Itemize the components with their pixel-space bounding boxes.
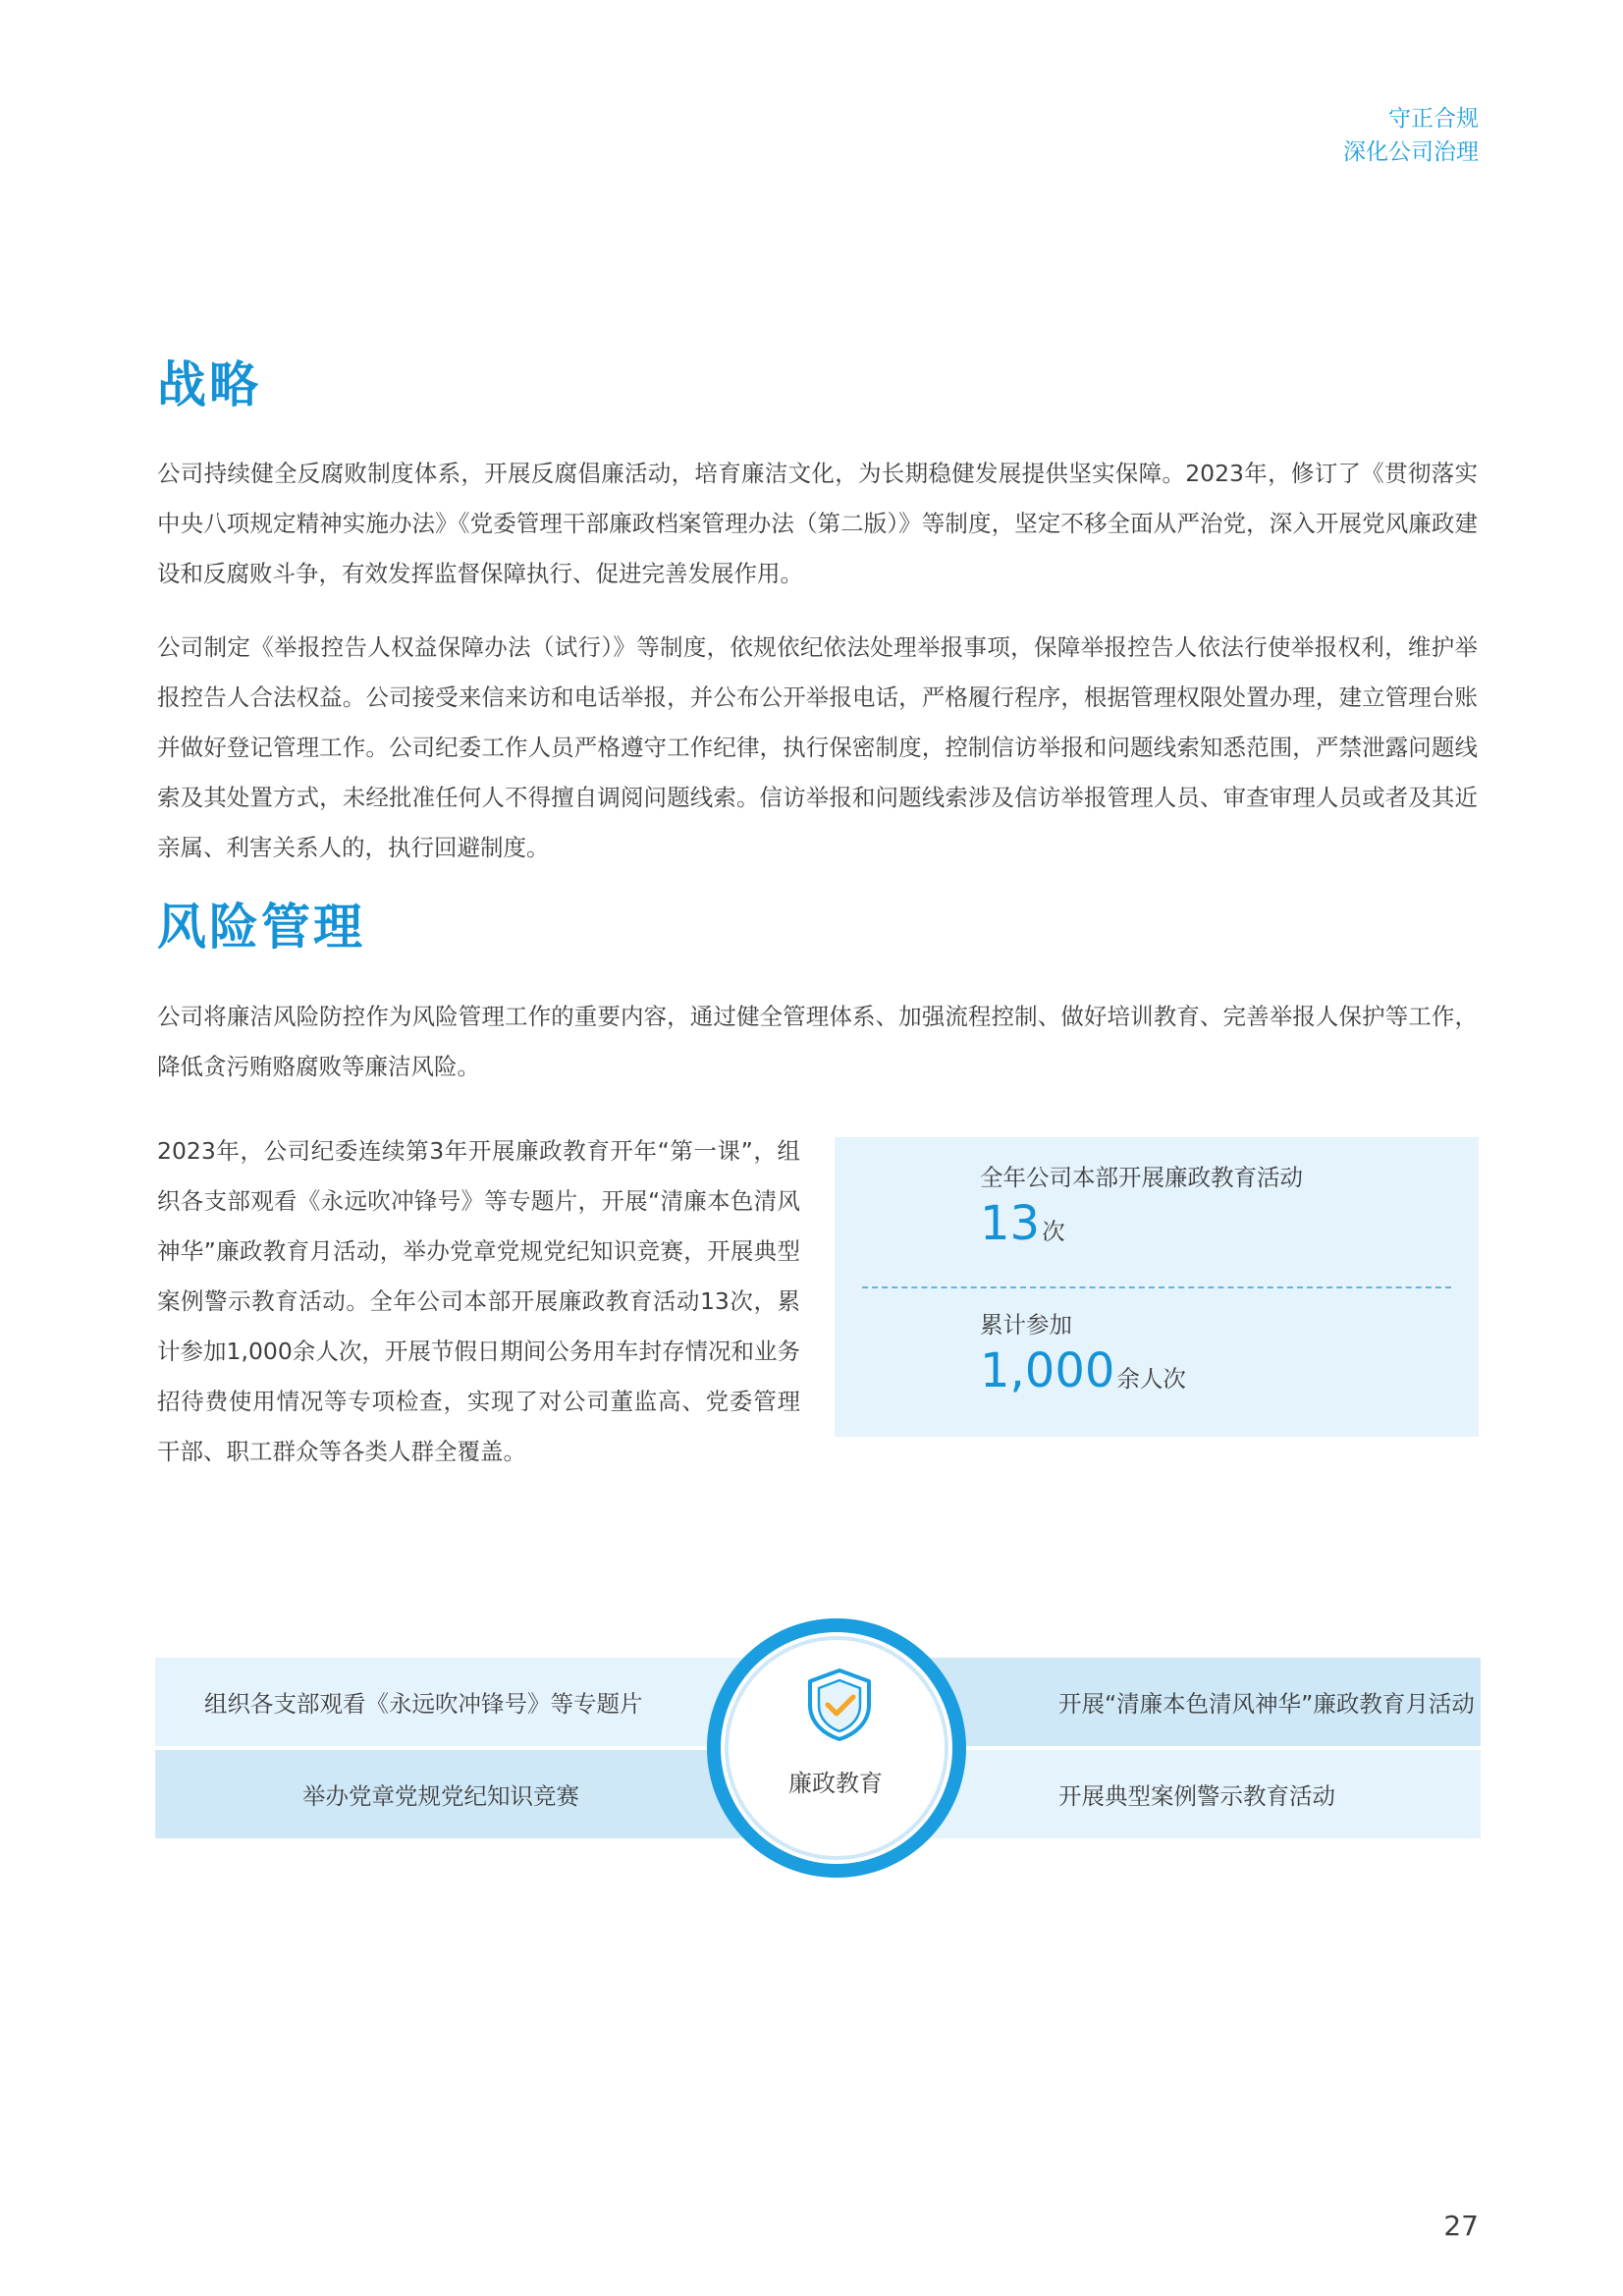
risk-paragraph-1: 公司将廉洁风险防控作为风险管理工作的重要内容，通过健全管理体系、加强流程控制、做好培训教育、完善举报人保护等工作，降低贪污贿赂腐败等廉洁风险。 (157, 1003, 1478, 1080)
diagram-item-education-month (880, 1658, 1481, 1746)
diagram-item-quiz (155, 1750, 756, 1838)
center-badge (718, 1646, 953, 1852)
strategy-paragraph-2: 公司制定《举报控告人权益保障办法（试行）》等制度，依规依纪依法处理举报事项，保障举报控告人依法行使举报权利，维护举报控告人合法权益。公司接受来信来访和电话举报，并公布公开举报电话，严格履行程序，根据管理权限处置办理，建立管理台账并做好登记管理工作。公司纪委工作人员严格遵守工作纪律，执行保密制度，控制信访举报和问题线索知悉范围，严禁泄露问题线索及其处置方式，未经批准任何人不得擅自调阅问题线索。信访举报和问题线索涉及信访举报管理人员、审查审理人员或者及其近亲属、利害关系人的，执行回避制度。 (157, 633, 1478, 861)
header-tag-line1: 守正合规 (1388, 106, 1479, 132)
stat-activities-number: 13 (980, 1196, 1041, 1251)
risk-paragraph-2: 2023年，公司纪委连续第3年开展廉政教育开年“第一课”，组织各支部观看《永远吹冲锋号》等专题片，开展“清廉本色清风神华”廉政教育月活动，举办党章党规党纪知识竞赛，开展典型案例警示教育活动。全年公司本部开展廉政教育活动13次，累计参加1,000余人次，开展节假日期间公务用车封存情况和业务招待费使用情况等专项检查，实现了对公司董监高、党委管理干部、职工群众等各类人群全覆盖。 (157, 1137, 800, 1465)
center-label: 廉政教育 (788, 1770, 883, 1797)
diagram-item-documentary (155, 1658, 756, 1746)
stat-participants-number: 1,000 (980, 1343, 1115, 1398)
integrity-education-diagram (155, 1618, 1481, 1878)
risk-management-title: 风险管理 (157, 899, 365, 956)
stats-panel (835, 1137, 1479, 1437)
diagram-item-quiz-label: 举办党章党规党纪知识竞赛 (302, 1782, 579, 1810)
stat-participants-label: 累计参加 (980, 1311, 1072, 1339)
stat-participants-unit: 余人次 (1116, 1365, 1186, 1393)
diagram-item-documentary-label: 组织各支部观看《永远吹冲锋号》等专题片 (204, 1690, 643, 1718)
diagram-item-warning-education (880, 1750, 1481, 1838)
strategy-paragraph-1: 公司持续健全反腐败制度体系，开展反腐倡廉活动，培育廉洁文化，为长期稳健发展提供坚实保障。2023年，修订了《贯彻落实中央八项规定精神实施办法》《党委管理干部廉政档案管理办法（第二版）》等制度，坚定不移全面从严治党，深入开展党风廉政建设和反腐败斗争，有效发挥监督保障执行、促进完善发展作用。 (157, 460, 1478, 587)
stat-activities-label: 全年公司本部开展廉政教育活动 (980, 1164, 1303, 1191)
diagram-item-warning-education-label: 开展典型案例警示教育活动 (1058, 1782, 1335, 1810)
header-tag-line2: 深化公司治理 (1343, 139, 1479, 165)
page-number: 27 (1443, 2210, 1479, 2242)
stats-divider (862, 1286, 1451, 1288)
stat-activities-unit: 次 (1042, 1218, 1065, 1245)
stat-activities (980, 1161, 1303, 1251)
header-tag (1343, 102, 1479, 169)
shield-check-icon (804, 1667, 875, 1742)
strategy-title: 战略 (157, 356, 261, 413)
stat-participants (980, 1308, 1186, 1398)
diagram-item-education-month-label: 开展“清廉本色清风神华”廉政教育月活动 (1058, 1690, 1475, 1718)
